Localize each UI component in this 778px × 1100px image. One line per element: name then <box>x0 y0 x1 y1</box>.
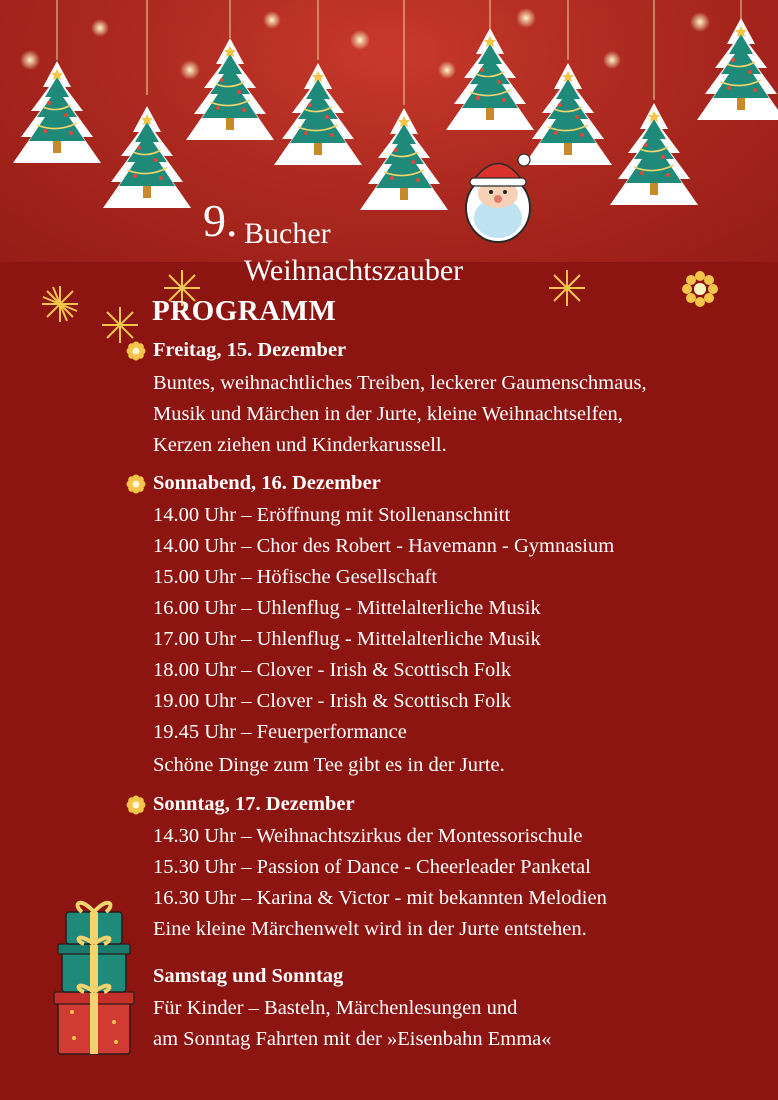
schedule-line: 15.00 Uhr – Höfische Gesellschaft <box>153 566 438 588</box>
program-heading: PROGRAMM <box>152 295 337 327</box>
friday-line: Buntes, weihnachtliches Treiben, leckerer Gaumenschmaus, <box>153 372 647 394</box>
weekend-title: Samstag und Sonntag <box>153 965 344 987</box>
hanging-trees-illustration <box>0 0 778 262</box>
schedule-note: Eine kleine Märchenwelt wird in der Jurte entstehen. <box>153 918 587 940</box>
gift-stack-icon <box>52 882 136 1058</box>
day-title-sunday: Sonntag, 17. Dezember <box>153 793 355 815</box>
schedule-line: 14.30 Uhr – Weihnachtszirkus der Montessorischule <box>153 825 583 847</box>
event-title-line1: Bucher <box>244 217 331 250</box>
flower-bullet-icon <box>125 340 147 362</box>
weekend-line: am Sonntag Fahrten mit der »Eisenbahn Emma« <box>153 1028 552 1050</box>
day-title-saturday: Sonnabend, 16. Dezember <box>153 472 381 494</box>
schedule-line: 19.45 Uhr – Feuerperformance <box>153 721 407 743</box>
weekend-line: Für Kinder – Basteln, Märchenlesungen und <box>153 997 518 1019</box>
friday-line: Musik und Märchen in der Jurte, kleine Weihnachtselfen, <box>153 403 623 425</box>
schedule-line: 14.00 Uhr – Chor des Robert - Havemann - Gymnasium <box>153 535 615 557</box>
flower-bullet-icon <box>125 473 147 495</box>
flower-bullet-icon <box>125 794 147 816</box>
schedule-line: 16.00 Uhr – Uhlenflug - Mittelalterliche Musik <box>153 597 541 619</box>
header-banner <box>0 0 778 262</box>
golden-star-burst-icon <box>545 266 589 310</box>
day-title-friday: Freitag, 15. Dezember <box>153 339 347 361</box>
golden-star-burst-icon <box>38 282 82 326</box>
schedule-line: 15.30 Uhr – Passion of Dance - Cheerleader Panketal <box>153 856 591 878</box>
edition-number: 9. <box>203 195 238 246</box>
schedule-line: 17.00 Uhr – Uhlenflug - Mittelalterliche Musik <box>153 628 541 650</box>
schedule-note: Schöne Dinge zum Tee gibt es in der Jurte. <box>153 754 505 776</box>
schedule-line: 14.00 Uhr – Eröffnung mit Stollenanschnitt <box>153 504 511 526</box>
schedule-line: 16.30 Uhr – Karina & Victor - mit bekannten Melodien <box>153 887 607 909</box>
friday-line: Kerzen ziehen und Kinderkarussell. <box>153 434 447 456</box>
golden-flower-icon <box>678 267 722 311</box>
event-title-line2: Weihnachtszauber <box>244 254 464 287</box>
santa-icon <box>466 154 530 242</box>
schedule-line: 19.00 Uhr – Clover - Irish & Scottisch Folk <box>153 690 512 712</box>
schedule-line: 18.00 Uhr – Clover - Irish & Scottisch Folk <box>153 659 512 681</box>
